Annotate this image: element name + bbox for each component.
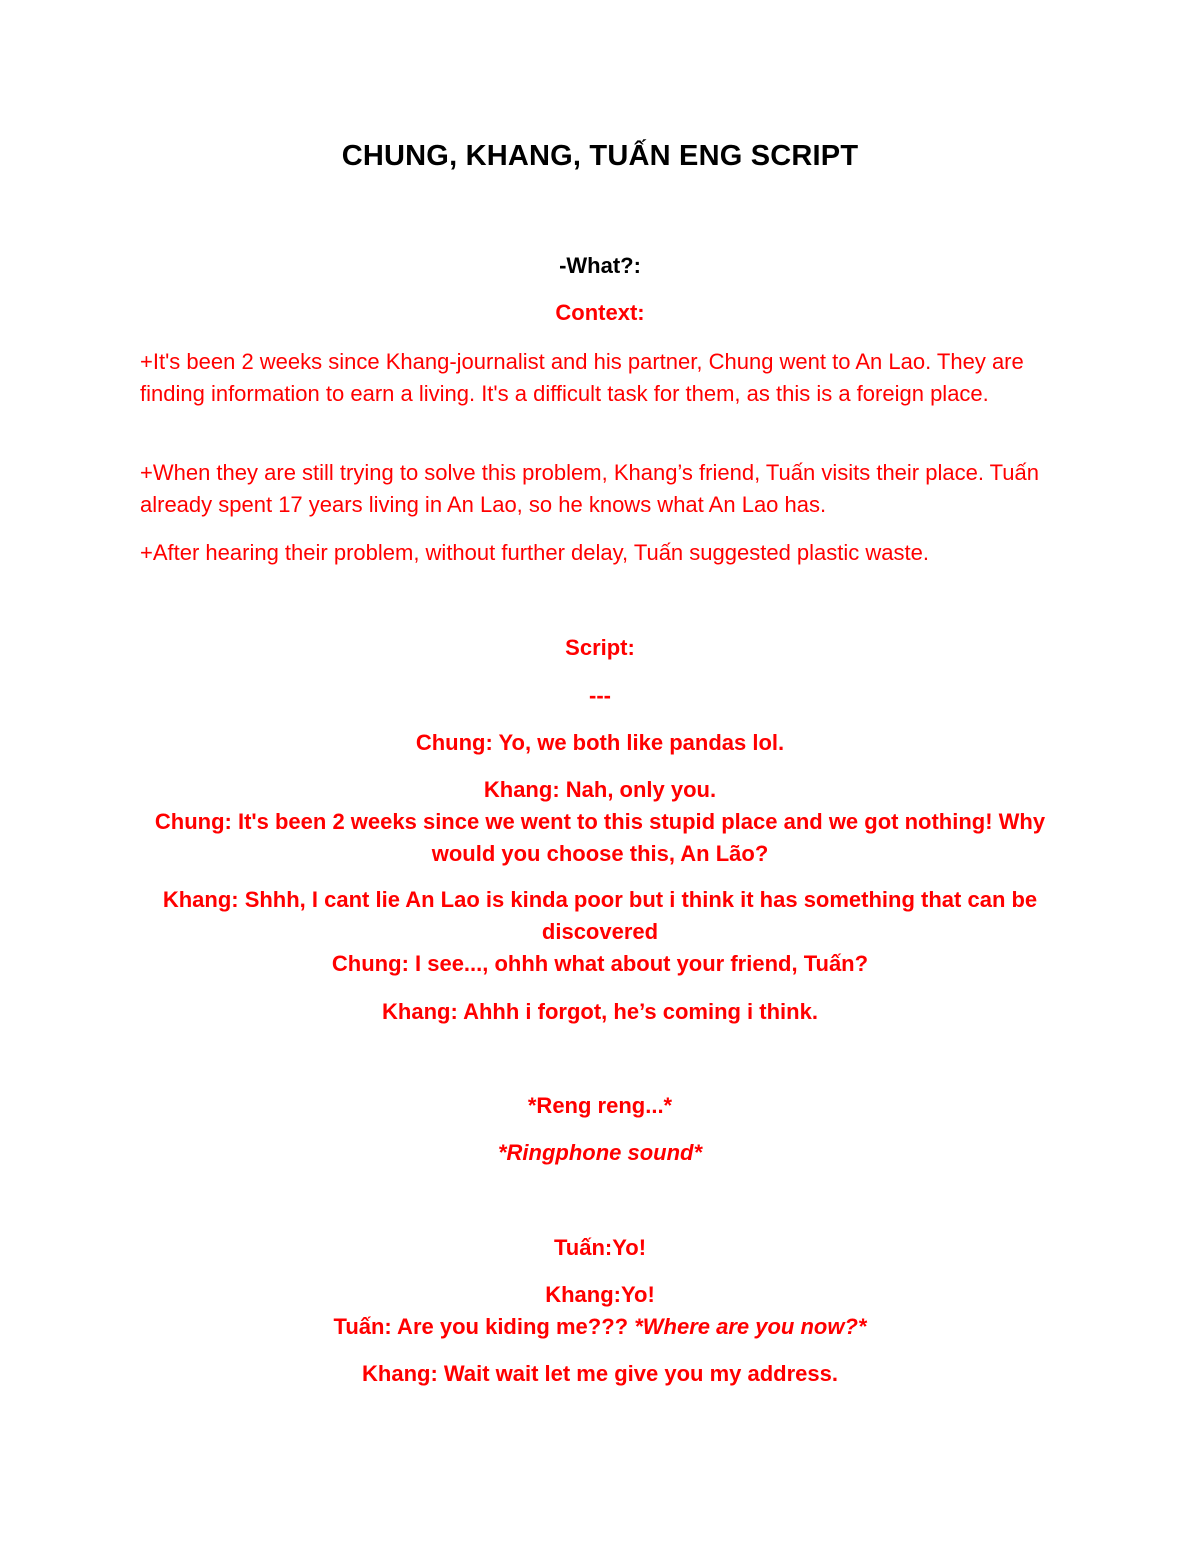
dialogue-line-6: Khang: Ahhh i forgot, he’s coming i think.: [382, 999, 818, 1024]
script-heading: Script:: [565, 635, 635, 660]
sound-note: *Ringphone sound*: [497, 1140, 703, 1165]
dialogue-line-2: Khang: Nah, only you.: [483, 777, 717, 802]
context-paragraph-1: +It's been 2 weeks since Khang-journalist and his partner, Chung went to An Lao. They are finding information to earn a living. It's a difficult task for them, as this is a foreign place.: [140, 349, 1024, 406]
context-heading: Context:: [555, 300, 645, 325]
dialogue2-line-2: Khang:Yo!: [545, 1282, 655, 1307]
dialogue-line-1: Chung: Yo, we both like pandas lol.: [415, 730, 785, 755]
dialogue2-line-3: [0, 1311, 1200, 1343]
dialogue2-line-4: Khang: Wait wait let me give you my address.: [362, 1361, 838, 1386]
dialogue-line-3: Chung: It's been 2 weeks since we went to this stupid place and we got nothing! Why would you choose this, An Lão?: [154, 809, 1046, 866]
context-paragraph-3: +After hearing their problem, without further delay, Tuấn suggested plastic waste.: [140, 540, 929, 565]
dialogue-line-5: Chung: I see..., ohhh what about your friend, Tuấn?: [331, 951, 869, 976]
dialogue2-line-3-italic: *Where are you now?*: [634, 1314, 867, 1339]
dialogue2-line-1: Tuấn:Yo!: [553, 1235, 647, 1260]
what-heading: -What?:: [559, 253, 641, 278]
dialogue2-line-3-main: Tuấn: Are you kiding me???: [333, 1314, 635, 1339]
separator: ---: [589, 683, 611, 708]
document-title: CHUNG, KHANG, TUẤN ENG SCRIPT: [341, 140, 859, 172]
sound-effect: *Reng reng...*: [527, 1093, 673, 1118]
context-paragraph-2: +When they are still trying to solve this problem, Khang’s friend, Tuấn visits their place. Tuấn already spent 17 years living in An Lao, so he knows what An Lao has.: [140, 460, 1039, 517]
dialogue-line-4: Khang: Shhh, I cant lie An Lao is kinda poor but i think it has something that can be discovered: [162, 887, 1038, 944]
